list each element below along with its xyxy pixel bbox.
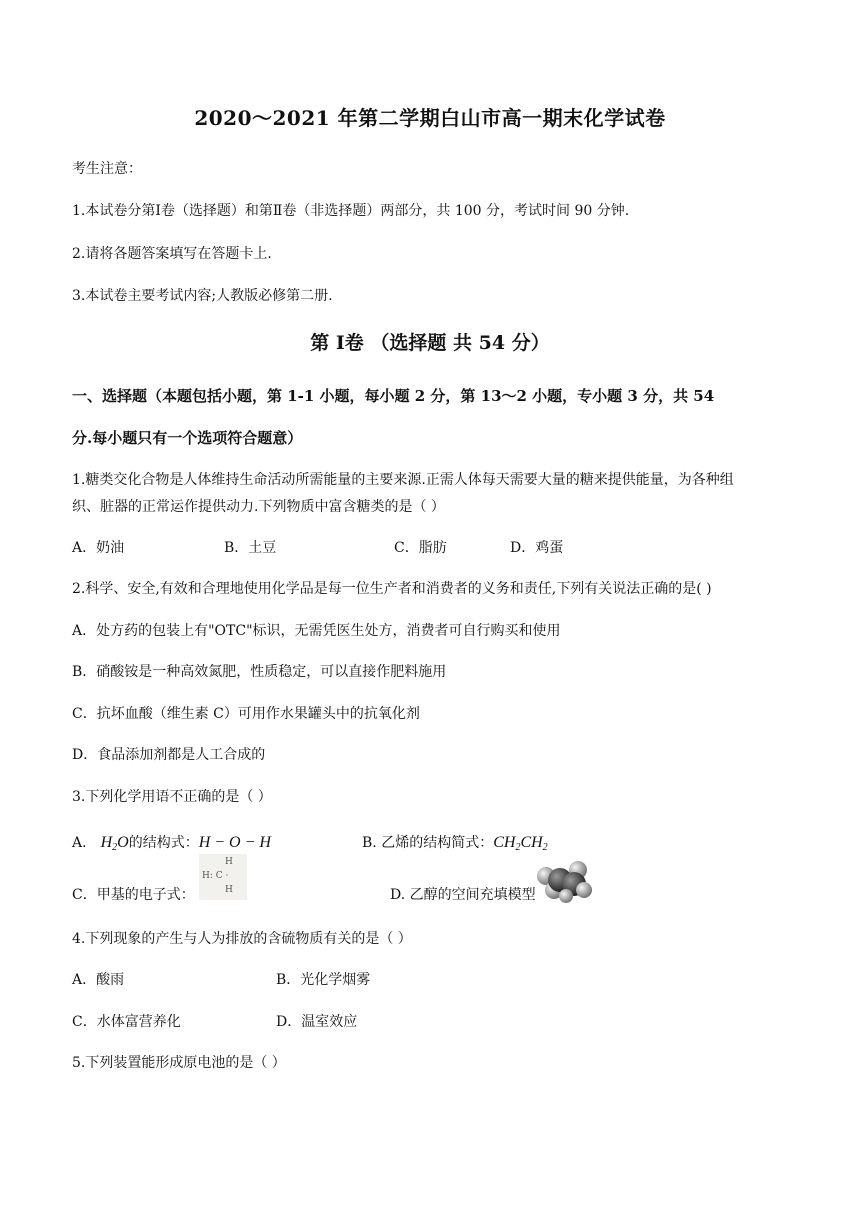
- ethanol-model-icon: [532, 858, 600, 904]
- q3-option-a-structure: H − O − H: [198, 834, 271, 851]
- q3-option-a: [72, 832, 271, 853]
- q3-option-b-text: B. 乙烯的结构简式：: [362, 835, 494, 851]
- notice-item-1: 1.本试卷分第Ⅰ卷（选择题）和第Ⅱ卷（非选择题）两部分，共 100 分，考试时间 90 分钟.: [72, 203, 630, 219]
- q1-option-b: B．土豆: [224, 540, 277, 556]
- section-title: 第 Ⅰ卷 （选择题 共 54 分）: [310, 332, 550, 354]
- q1-stem-line1: 1.糖类交化合物是人体维持生命活动所需能量的主要来源.正需人体每天需要大量的糖来提供能量，为各种组: [72, 472, 734, 488]
- q1-stem-line2: 织、脏器的正常运作提供动力.下列物质中富含糖类的是（ ）: [72, 499, 445, 515]
- notice-item-2: 2.请将各题答案填写在答题卡上.: [72, 246, 272, 262]
- q2-stem: 2.科学、安全,有效和合理地使用化学品是每一位生产者和消费者的义务和责任,下列有关说法正确的是( ): [72, 581, 712, 597]
- q1-option-c: C．脂肪: [394, 540, 447, 556]
- methyl-electron-formula-image: [199, 854, 247, 900]
- notice-heading: 考生注意：: [72, 161, 142, 177]
- q3-option-c-text: C．甲基的电子式：: [72, 887, 195, 903]
- q2-option-b: B．硝酸铵是一种高效氮肥，性质稳定，可以直接作肥料施用: [72, 664, 447, 680]
- methyl-h-bottom: H: [225, 885, 233, 895]
- section-instruction-line2: 分.每小题只有一个选项符合题意）: [72, 429, 303, 447]
- q3-option-a-formula: $H_2O$: [100, 834, 129, 853]
- q3-option-a-prefix: A．: [72, 835, 97, 851]
- q3-option-d-text: D. 乙醇的空间充填模型: [390, 887, 536, 903]
- section-instruction-line1: 一、选择题（本题包括小题，第 1-1 小题，每小题 2 分，第 13～2 小题，专小题 3 分，共 54: [72, 387, 715, 405]
- q3-option-a-text: 的结构式：: [128, 835, 199, 851]
- methyl-h-mid: H: C ·: [202, 871, 229, 881]
- q4-option-d: D．温室效应: [276, 1014, 358, 1030]
- q4-stem: 4.下列现象的产生与人为排放的含硫物质有关的是（ ）: [72, 931, 412, 947]
- notice-item-3: 3.本试卷主要考试内容;人教版必修第二册.: [72, 288, 333, 304]
- q4-option-c: C．水体富营养化: [72, 1014, 181, 1030]
- q4-option-b: B．光化学烟雾: [276, 972, 371, 988]
- q1-option-d: D．鸡蛋: [510, 540, 564, 556]
- ethanol-space-filling-model-image: [532, 858, 600, 904]
- q2-option-c: C．抗坏血酸（维生素 C）可用作水果罐头中的抗氧化剂: [72, 706, 420, 722]
- q2-option-d: D．食品添加剂都是人工合成的: [72, 747, 266, 763]
- q3-option-b: [362, 832, 548, 853]
- q3-stem: 3.下列化学用语不正确的是（ ）: [72, 789, 272, 805]
- page-title: 2020～2021 年第二学期白山市高一期末化学试卷: [194, 106, 666, 130]
- q3-option-b-formula: $CH_2CH_2$: [493, 834, 548, 853]
- q4-option-a: A．酸雨: [72, 972, 125, 988]
- q1-option-a: A．奶油: [72, 540, 125, 556]
- q2-option-a: A．处方药的包装上有"OTC"标识，无需凭医生处方，消费者可自行购买和使用: [72, 623, 561, 639]
- q5-stem: 5.下列装置能形成原电池的是（ ）: [72, 1055, 286, 1071]
- methyl-h-top: H: [225, 857, 233, 867]
